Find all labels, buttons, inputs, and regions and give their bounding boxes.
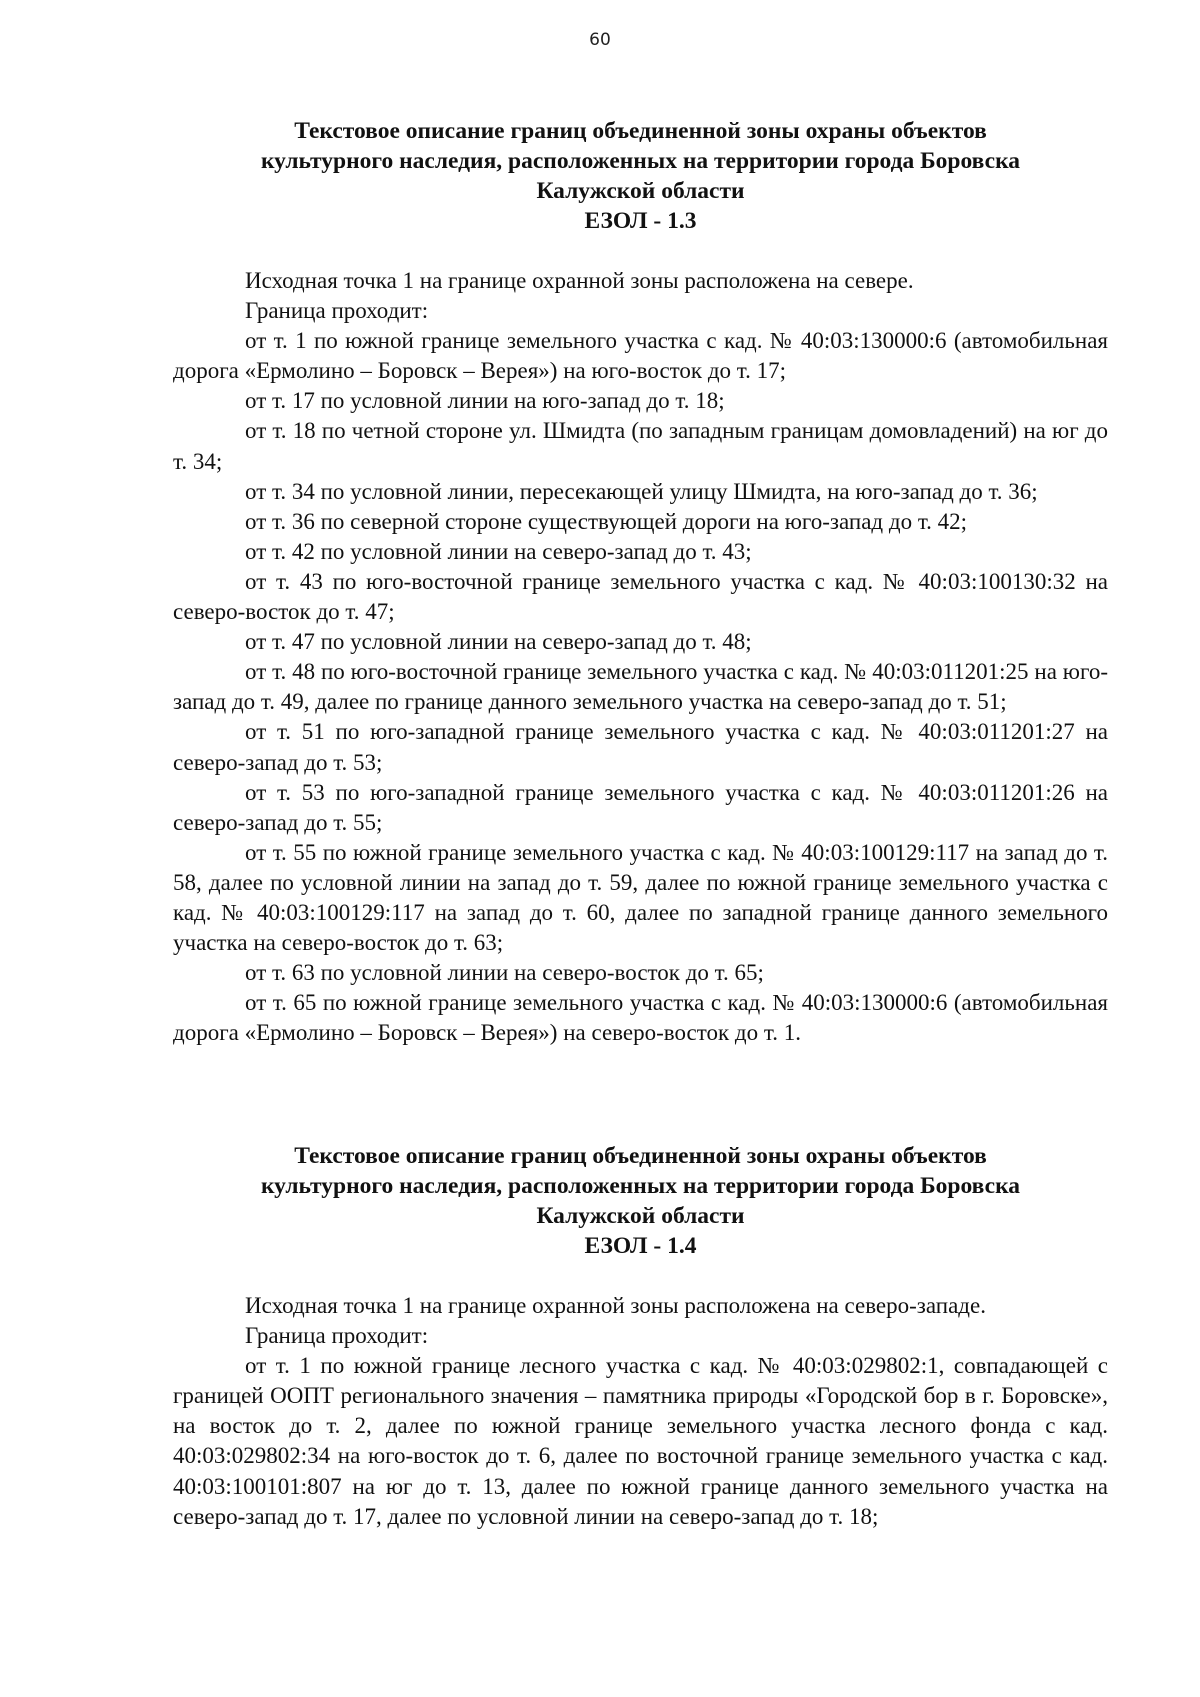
paragraph: от т. 18 по четной стороне ул. Шмидта (по западным границам домовладений) на юг до т. 34; [173,418,1108,474]
paragraph: от т. 42 по условной линии на северо-запад до т. 43; [245,538,752,564]
page-number: 60 [589,30,611,50]
section-heading [173,1141,1108,1261]
zone-code: ЕЗОЛ - 1.3 [584,208,697,234]
section-body [173,266,1108,1048]
paragraph: от т. 53 по юго-западной границе земельного участка с кад. № 40:03:011201:26 на северо-запад до т. 55; [173,779,1108,835]
paragraph: Исходная точка 1 на границе охранной зоны расположена на севере. [245,268,914,293]
section-heading [173,116,1108,236]
paragraph: Исходная точка 1 на границе охранной зоны расположена на северо-западе. [245,1293,986,1318]
heading-line: культурного наследия, расположенных на территории города Боровска [260,1173,1021,1199]
heading-line: Калужской области [536,178,745,204]
zone-code: ЕЗОЛ - 1.4 [584,1233,697,1259]
paragraph: от т. 36 по северной стороне существующей дороги на юго-запад до т. 42; [245,508,968,534]
paragraph: от т. 63 по условной линии на северо-восток до т. 65; [245,960,764,986]
heading-line: культурного наследия, расположенных на территории города Боровска [260,148,1021,174]
paragraph: от т. 1 по южной границе лесного участка с кад. № 40:03:029802:1, совпадающей с границей ООПТ регионального значения – памятника природы «Городской бор в г. Боровске», на восток до т. 2, далее по южной границе земельного участка лесного фонда с кад. 40:03:029802:34 на юго-восток до т. 6, далее по восточной границе земельного участка с кад. 40:03:100101:807 на юг до т. 13, далее по южной границе данного земельного участка на северо-запад до т. 17, далее по условной линии на северо-запад до т. 18; [173,1353,1108,1529]
paragraph: от т. 51 по юго-западной границе земельного участка с кад. № 40:03:011201:27 на северо-запад до т. 53; [173,719,1108,775]
paragraph: от т. 17 по условной линии на юго-запад до т. 18; [245,388,725,414]
paragraph: от т. 47 по условной линии на северо-запад до т. 48; [245,629,752,655]
paragraph: от т. 43 по юго-восточной границе земельного участка с кад. № 40:03:100130:32 на северо-восток до т. 47; [173,568,1108,625]
paragraph: от т. 55 по южной границе земельного участка с кад. № 40:03:100129:117 на запад до т. 58, далее по условной линии на запад до т. 59, далее по южной границе земельного участка с кад. № 40:03:100129:117 на запад до т. 60, далее по западной границе данного земельного участка на северо-восток до т. 63; [173,839,1108,956]
paragraph: Граница проходит: [245,1323,429,1349]
heading-line: Текстовое описание границ объединенной зоны охраны объектов [294,118,987,144]
heading-line: Калужской области [536,1203,745,1229]
paragraph: Граница проходит: [245,298,429,324]
paragraph: от т. 34 по условной линии, пересекающей улицу Шмидта, на юго-запад до т. 36; [245,478,1038,504]
paragraph: от т. 1 по южной границе земельного участка с кад. № 40:03:130000:6 (автомобильная дорога «Ермолино – Боровск – Верея») на юго-восток до т. 17; [173,328,1108,384]
zone-section-ezol-1-4 [173,1141,1108,1532]
paragraph: от т. 48 по юго-восточной границе земельного участка с кад. № 40:03:011201:25 на юго-запад до т. 49, далее по границе данного земельного участка на северо-запад до т. 51; [173,659,1108,715]
section-body [173,1291,1108,1532]
heading-line: Текстовое описание границ объединенной зоны охраны объектов [294,1143,987,1169]
paragraph: от т. 65 по южной границе земельного участка с кад. № 40:03:130000:6 (автомобильная дорога «Ермолино – Боровск – Верея») на северо-восток до т. 1. [173,990,1108,1046]
zone-section-ezol-1-3 [173,116,1108,1048]
